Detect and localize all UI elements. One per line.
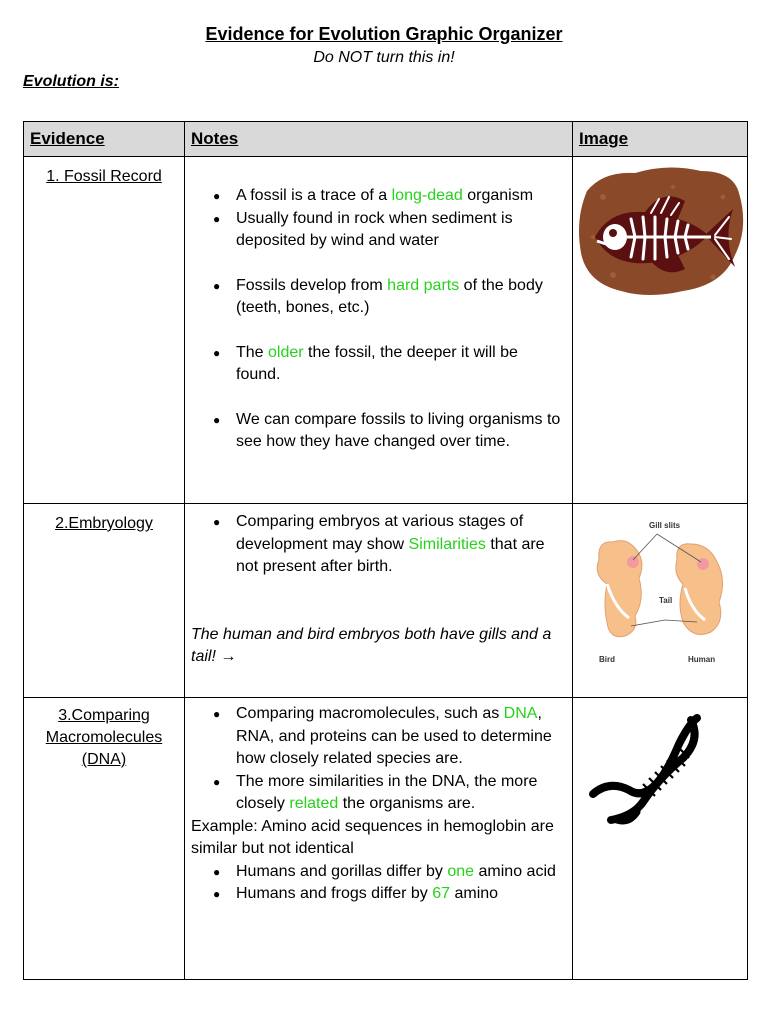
- highlight-text: 67: [432, 885, 451, 902]
- notes-list: [191, 511, 566, 579]
- evidence-label-line: Macromolecules: [45, 729, 163, 746]
- notes-list: [191, 275, 566, 320]
- evidence-cell: [24, 504, 185, 698]
- notes-cell: [185, 698, 573, 980]
- list-item: ● Humans and gorillas differ by one amino acid: [191, 861, 566, 884]
- column-header-notes: Notes: [185, 122, 573, 157]
- embryo-caption: The human and bird embryos both have gills and a tail! →: [191, 625, 552, 665]
- image-cell: [573, 504, 748, 698]
- tail-label: Tail: [659, 596, 673, 605]
- evidence-cell: [24, 157, 185, 504]
- evidence-label-line: (DNA): [81, 751, 127, 768]
- human-label: Human: [688, 655, 716, 664]
- list-item: ● Usually found in rock when sediment is deposited by wind and water: [191, 208, 566, 253]
- list-item: ● Comparing embryos at various stages of development may show Similarities that are not present after birth.: [191, 511, 566, 579]
- list-item: ● A fossil is a trace of a long-dead organism: [191, 185, 566, 208]
- column-header-image: Image: [573, 122, 748, 157]
- column-header-evidence: Evidence: [24, 122, 185, 157]
- highlight-text: one: [447, 862, 475, 880]
- evidence-label-line: 3.Comparing: [58, 707, 150, 724]
- image-cell: [573, 698, 748, 980]
- list-item: ● Humans and frogs differ by 67 amino: [191, 883, 566, 906]
- highlight-text: related: [289, 795, 339, 812]
- table-row: [24, 698, 748, 980]
- fossil-fish-icon: [573, 157, 748, 307]
- embryo-comparison-icon: [573, 504, 748, 698]
- notes-list: [191, 409, 566, 454]
- notes-list: [191, 342, 566, 387]
- table-header-row: [24, 122, 748, 157]
- notes-list: [191, 861, 566, 906]
- notes-cell: [185, 504, 573, 698]
- highlight-text: Similarities: [408, 535, 486, 553]
- notes-cell: [185, 157, 573, 504]
- page-subtitle: Do NOT turn this in!: [313, 49, 455, 66]
- gill-slits-label: Gill slits: [649, 521, 681, 530]
- evidence-table: [23, 121, 748, 980]
- evidence-cell: [24, 698, 185, 980]
- highlight-text: DNA: [503, 705, 538, 722]
- bird-label: Bird: [599, 655, 615, 664]
- evolution-definition-label: Evolution is:: [23, 73, 119, 90]
- highlight-text: hard parts: [387, 276, 460, 294]
- notes-list: [191, 185, 566, 253]
- highlight-text: long-dead: [391, 187, 463, 204]
- example-text: Example: Amino acid sequences in hemoglobin are similar but not identical: [191, 817, 554, 857]
- table-row: [24, 504, 748, 698]
- notes-list: [191, 703, 566, 816]
- list-item: ● Comparing macromolecules, such as DNA, RNA, and proteins can be used to determine how closely related species are.: [191, 703, 566, 771]
- list-item: ● The more similarities in the DNA, the more closely related the organisms are.: [191, 771, 566, 816]
- list-item: ● Fossils develop from hard parts of the body (teeth, bones, etc.): [191, 275, 566, 320]
- image-cell: [573, 157, 748, 504]
- evidence-label-fossil-record: 1. Fossil Record: [46, 168, 162, 185]
- table-row: [24, 157, 748, 504]
- list-item: ● We can compare fossils to living organisms to see how they have changed over time.: [191, 409, 566, 454]
- dna-helix-icon: [573, 698, 748, 838]
- list-item: ● The older the fossil, the deeper it will be found.: [191, 342, 566, 387]
- evidence-label-embryology: 2.Embryology: [55, 515, 153, 532]
- page-title: Evidence for Evolution Graphic Organizer: [205, 24, 563, 44]
- highlight-text: older: [268, 343, 304, 361]
